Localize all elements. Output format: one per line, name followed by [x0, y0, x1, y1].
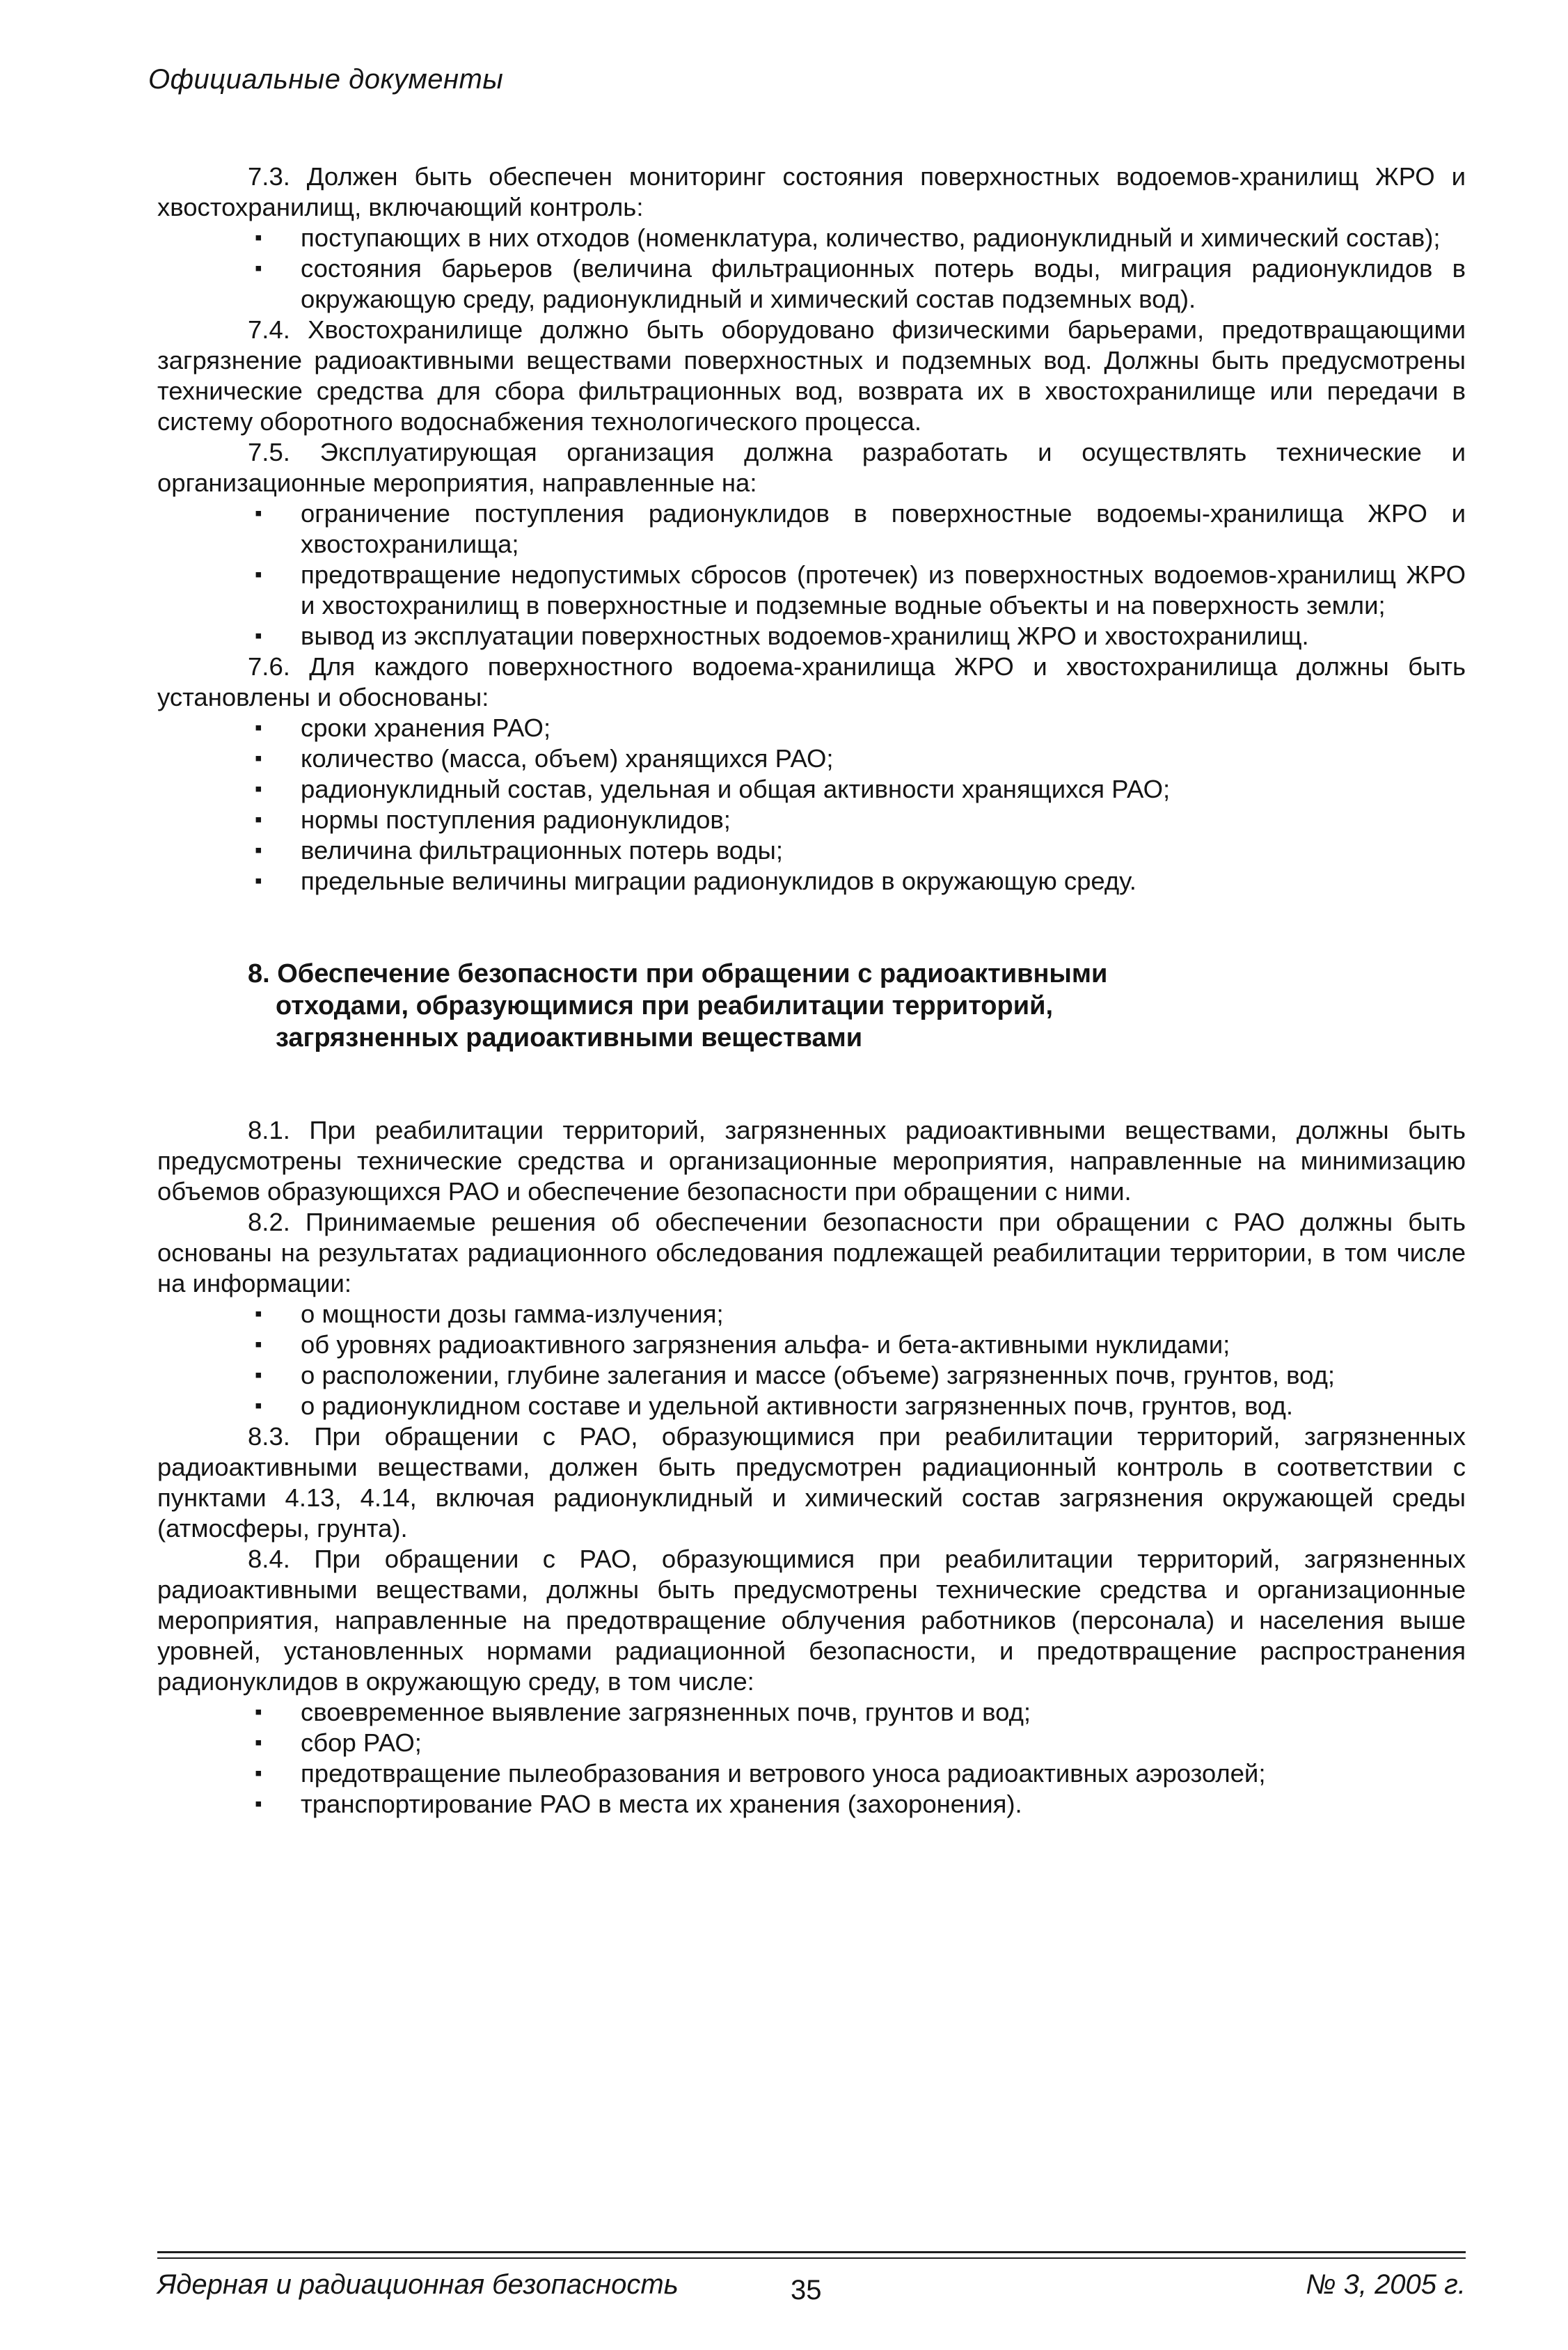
list-item-text: вывод из эксплуатации поверхностных водоемов-хранилищ ЖРО и хвостохранилищ.: [301, 622, 1309, 650]
bullet-icon: ▪: [255, 716, 262, 739]
document-body: [157, 161, 1466, 1820]
bullet-icon: ▪: [255, 226, 262, 249]
list-item-text: состояния барьеров (величина фильтрационных потерь воды, миграция радионуклидов в окружающую среду, радионуклидный и химический состав подземных вод).: [301, 254, 1466, 313]
paragraph-7-5: 7.5. Эксплуатирующая организация должна разработать и осуществлять технические и организационные мероприятия, направленные на:: [157, 438, 1466, 497]
section-8-heading: [248, 958, 1466, 1054]
list-item: [157, 253, 1466, 315]
list-item-text: сбор РАО;: [301, 1728, 422, 1757]
list-item-text: величина фильтрационных потерь воды;: [301, 836, 783, 865]
bullet-icon: ▪: [255, 1394, 262, 1417]
bullet-icon: ▪: [255, 1333, 262, 1356]
list-item: [157, 621, 1466, 652]
list-item-text: о мощности дозы гамма-излучения;: [301, 1300, 724, 1328]
list-item: [157, 866, 1466, 897]
list-item-text: транспортирование РАО в места их хранения (захоронения).: [301, 1790, 1022, 1818]
bullet-icon: ▪: [255, 502, 262, 525]
bullet-list-7-5: [157, 498, 1466, 652]
bullet-icon: ▪: [255, 1762, 262, 1785]
bullet-icon: ▪: [255, 778, 262, 801]
list-item: [157, 713, 1466, 743]
paragraph-7-4: 7.4. Хвостохранилище должно быть оборудовано физическими барьерами, предотвращающими загрязнение радиоактивными веществами поверхностных и подземных вод. Должны быть предусмотрены технические средства для сбора фильтрационных вод, возврата их в хвостохранилище или передачи в систему оборотного водоснабжения технологического процесса.: [157, 315, 1466, 436]
list-item-text: своевременное выявление загрязненных почв, грунтов и вод;: [301, 1698, 1031, 1726]
running-header: Официальные документы: [148, 64, 504, 95]
list-item: [157, 1391, 1466, 1421]
list-item-text: нормы поступления радионуклидов;: [301, 805, 731, 834]
list-item: [157, 1789, 1466, 1820]
list-item: [157, 805, 1466, 835]
section-heading-line: загрязненных радиоактивными веществами: [276, 1023, 863, 1052]
bullet-icon: ▪: [255, 1302, 262, 1325]
list-item: [157, 223, 1466, 253]
section-heading-line: 8. Обеспечение безопасности при обращении с радиоактивными: [248, 959, 1108, 988]
list-item-text: о радионуклидном составе и удельной активности загрязненных почв, грунтов, вод.: [301, 1391, 1293, 1420]
list-item-text: предотвращение пылеобразования и ветрового уноса радиоактивных аэрозолей;: [301, 1759, 1266, 1788]
bullet-icon: ▪: [255, 808, 262, 831]
bullet-icon: ▪: [255, 1792, 262, 1815]
list-item-text: о расположении, глубине залегания и массе (объеме) загрязненных почв, грунтов, вод;: [301, 1361, 1336, 1389]
list-item-text: предельные величины миграции радионуклидов в окружающую среду.: [301, 867, 1137, 895]
page-footer: [157, 2269, 1466, 2311]
list-item-text: количество (масса, объем) хранящихся РАО;: [301, 744, 834, 773]
bullet-list-7-6: [157, 713, 1466, 897]
bullet-list-8-4: [157, 1697, 1466, 1820]
page-number: 35: [791, 2275, 822, 2305]
bullet-icon: ▪: [255, 869, 262, 892]
list-item: [157, 1330, 1466, 1360]
bullet-icon: ▪: [255, 839, 262, 862]
bullet-icon: ▪: [255, 257, 262, 280]
paragraph-7-6: 7.6. Для каждого поверхностного водоема-хранилища ЖРО и хвостохранилища должны быть установлены и обоснованы:: [157, 652, 1466, 711]
paragraph-8-4: 8.4. При обращении с РАО, образующимися при реабилитации территорий, загрязненных радиоактивными веществами, должны быть предусмотрены технические средства и организационные мероприятия, направленные на предотвращение облучения работников (персонала) и населения выше уровней, установленных нормами радиационной безопасности, и предотвращение распространения радионуклидов в окружающую среду, в том числе:: [157, 1545, 1466, 1696]
list-item-text: ограничение поступления радионуклидов в поверхностные водоемы-хранилища ЖРО и хвостохранилища;: [301, 499, 1466, 558]
bullet-icon: ▪: [255, 1701, 262, 1724]
list-item: [157, 560, 1466, 621]
list-item: [157, 743, 1466, 774]
list-item: [157, 1758, 1466, 1789]
bullet-icon: ▪: [255, 747, 262, 770]
footer-issue: № 3, 2005 г.: [1306, 2269, 1466, 2300]
bullet-icon: ▪: [255, 563, 262, 586]
bullet-list-8-2: [157, 1299, 1466, 1421]
list-item: [157, 1728, 1466, 1758]
footer-rule-bottom: [157, 2257, 1466, 2259]
footer-journal-title: Ядерная и радиационная безопасность: [157, 2269, 679, 2300]
section-heading-line: отходами, образующимися при реабилитации территорий,: [276, 991, 1054, 1020]
paragraph-8-1: 8.1. При реабилитации территорий, загрязненных радиоактивными веществами, должны быть предусмотрены технические средства и организационные мероприятия, направленные на минимизацию объемов образующихся РАО и обеспечение безопасности при обращении с ними.: [157, 1116, 1466, 1206]
list-item-text: об уровнях радиоактивного загрязнения альфа- и бета-активными нуклидами;: [301, 1330, 1230, 1359]
list-item: [157, 835, 1466, 866]
list-item: [157, 498, 1466, 560]
list-item: [157, 1299, 1466, 1330]
bullet-icon: ▪: [255, 624, 262, 647]
list-item-text: поступающих в них отходов (номенклатура, количество, радионуклидный и химический состав);: [301, 223, 1441, 252]
list-item: [157, 774, 1466, 805]
list-item: [157, 1697, 1466, 1728]
paragraph-8-3: 8.3. При обращении с РАО, образующимися при реабилитации территорий, загрязненных радиоактивными веществами, должен быть предусмотрен радиационный контроль в соответствии с пунктами 4.13, 4.14, включая радионуклидный и химический состав загрязнения окружающей среды (атмосферы, грунта).: [157, 1422, 1466, 1543]
footer-rule-top: [157, 2251, 1466, 2253]
bullet-list-7-3: [157, 223, 1466, 315]
list-item: [157, 1360, 1466, 1391]
paragraph-8-2: 8.2. Принимаемые решения об обеспечении безопасности при обращении с РАО должны быть основаны на результатах радиационного обследования подлежащей реабилитации территории, в том числе на информации:: [157, 1208, 1466, 1298]
list-item-text: радионуклидный состав, удельная и общая активности хранящихся РАО;: [301, 775, 1171, 803]
list-item-text: сроки хранения РАО;: [301, 713, 551, 742]
paragraph-7-3: 7.3. Должен быть обеспечен мониторинг состояния поверхностных водоемов-хранилищ ЖРО и хвостохранилищ, включающий контроль:: [157, 162, 1466, 221]
bullet-icon: ▪: [255, 1731, 262, 1754]
bullet-icon: ▪: [255, 1364, 262, 1387]
list-item-text: предотвращение недопустимых сбросов (протечек) из поверхностных водоемов-хранилищ ЖРО и хвостохранилищ в поверхностные и подземные водные объекты и на поверхность земли;: [301, 560, 1466, 620]
